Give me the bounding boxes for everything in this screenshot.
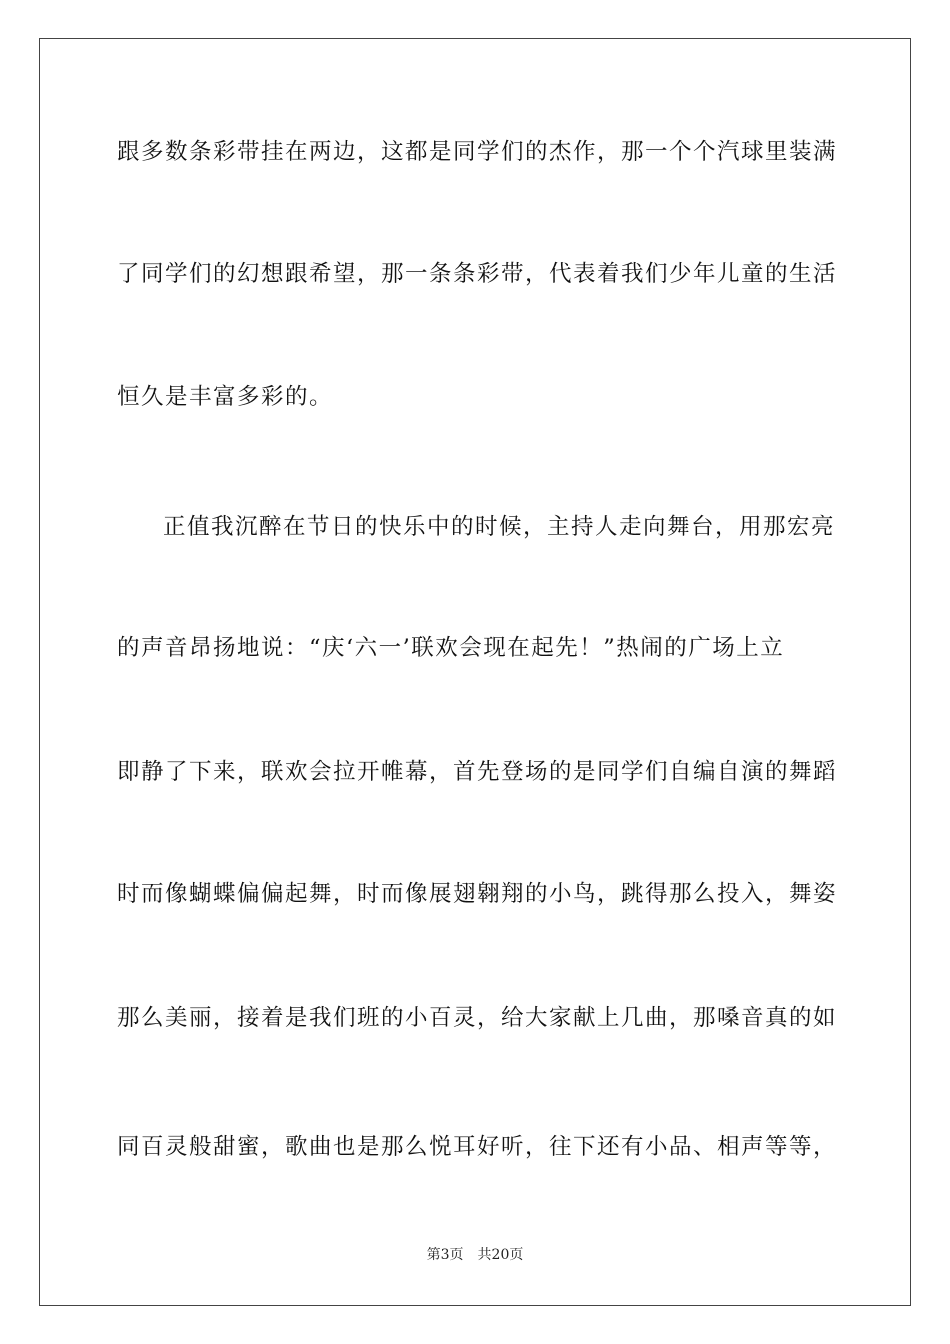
text-line-6: 即静了下来，联欢会拉开帷幕，首先登场的是同学们自编自演的舞蹈 xyxy=(117,759,838,785)
page-number: 第3页 xyxy=(426,1247,464,1263)
text-line-3: 恒久是丰富多彩的。 xyxy=(117,384,334,410)
total-pages: 共20页 xyxy=(477,1247,524,1263)
text-line-7: 时而像蝴蝶偏偏起舞，时而像展翅翱翔的小鸟，跳得那么投入，舞姿 xyxy=(117,881,838,907)
text-line-1: 跟多数条彩带挂在两边，这都是同学们的杰作，那一个个汽球里装满 xyxy=(117,139,838,165)
text-line-2: 了同学们的幻想跟希望，那一条条彩带，代表着我们少年儿童的生活 xyxy=(117,261,838,287)
text-line-8: 那么美丽，接着是我们班的小百灵，给大家献上几曲，那嗓音真的如 xyxy=(117,1005,838,1031)
page-border xyxy=(39,38,911,1306)
page-footer xyxy=(0,1246,950,1264)
text-line-5: 的声音昂扬地说：“庆‘六一’联欢会现在起先！”热闹的广场上立 xyxy=(117,635,785,661)
text-line-4-paragraph-start: 正值我沉醉在节日的快乐中的时候，主持人走向舞台，用那宏亮 xyxy=(163,514,836,540)
text-line-9: 同百灵般甜蜜，歌曲也是那么悦耳好听，往下还有小品、相声等等， xyxy=(117,1134,838,1160)
